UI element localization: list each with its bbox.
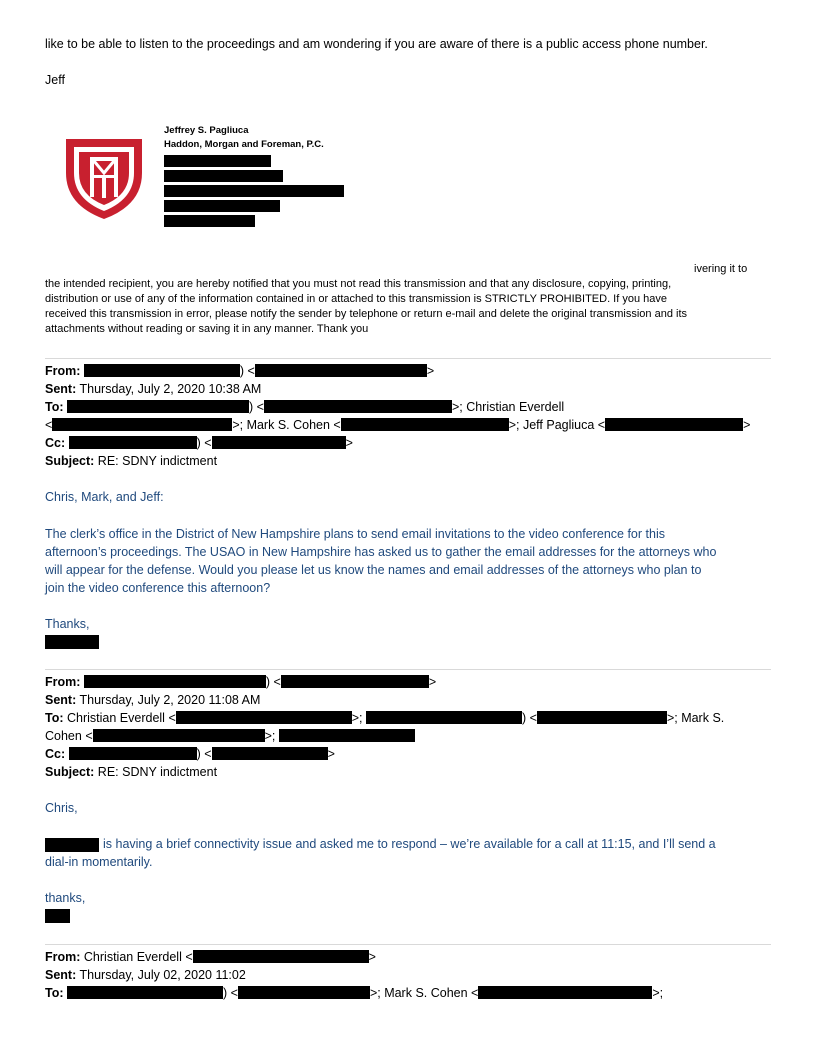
body-text-line: The clerk’s office in the District of New Hampshire plans to send email invitations to the video conference for this xyxy=(45,527,665,541)
to-line: To: Christian Everdell < >; ) < >; Mark S. xyxy=(45,711,725,725)
redaction xyxy=(45,909,70,923)
greeting: Chris, xyxy=(45,801,78,815)
cc-line: Cc: ) < > xyxy=(45,747,335,761)
redaction xyxy=(45,635,99,649)
to-line: To: ) < >; Mark S. Cohen < >; xyxy=(45,986,664,1000)
from-line: From: ) < > xyxy=(45,364,435,378)
body-text-line: dial-in momentarily. xyxy=(45,855,153,869)
redaction xyxy=(164,215,255,227)
signature-firm: Haddon, Morgan and Foreman, P.C. xyxy=(164,139,324,150)
divider xyxy=(45,944,771,945)
from-line: From: Christian Everdell < > xyxy=(45,950,376,964)
disclaimer-fragment: ivering it to xyxy=(694,263,748,275)
disclaimer-line: attachments without reading or saving it in any manner. Thank you xyxy=(45,323,369,335)
subject-line: Subject: RE: SDNY indictment xyxy=(45,454,218,468)
from-line: From: ) < > xyxy=(45,675,437,689)
disclaimer-line: received this transmission in error, please notify the sender by telephone or return e-mail and delete the original transmission and its xyxy=(45,308,688,320)
sent-line: Sent: Thursday, July 02, 2020 11:02 xyxy=(45,968,246,982)
signoff: Jeff xyxy=(45,73,65,87)
redaction xyxy=(164,185,344,197)
redaction xyxy=(45,838,99,852)
body-text-line: will appear for the defense. Would you please let us know the names and email addresses of the attorneys who plan to xyxy=(45,563,702,577)
firm-logo xyxy=(60,133,148,223)
redaction xyxy=(164,155,271,167)
divider xyxy=(45,669,771,670)
cc-line: Cc: ) < > xyxy=(45,436,353,450)
greeting: Chris, Mark, and Jeff: xyxy=(45,490,164,504)
to-line-cont: Cohen < >; xyxy=(45,729,415,744)
redaction xyxy=(164,170,283,182)
sent-line: Sent: Thursday, July 2, 2020 11:08 AM xyxy=(45,693,261,707)
to-line: To: ) < >; Christian Everdell xyxy=(45,400,565,414)
body-text-line: join the video conference this afternoon? xyxy=(45,581,271,595)
sent-line: Sent: Thursday, July 2, 2020 10:38 AM xyxy=(45,382,262,396)
disclaimer-line: the intended recipient, you are hereby notified that you must not read this transmission and that any disclosure, copying, printing, xyxy=(45,278,672,290)
closing: thanks, xyxy=(45,891,86,905)
signature-name: Jeffrey S. Pagliuca xyxy=(164,125,249,136)
subject-line: Subject: RE: SDNY indictment xyxy=(45,765,218,779)
divider xyxy=(45,358,771,359)
body-text-line: like to be able to listen to the proceedings and am wondering if you are aware of there is a public access phone number. xyxy=(45,37,708,51)
disclaimer-line: distribution or use of any of the information contained in or attached to this transmission is STRICTLY PROHIBITED. If you have xyxy=(45,293,667,305)
body-text-line: is having a brief connectivity issue and asked me to respond – we’re available for a call at 11:15, and I’ll send a xyxy=(103,837,716,851)
closing: Thanks, xyxy=(45,617,90,631)
to-line-cont: < >; Mark S. Cohen < >; Jeff Pagliuca < > xyxy=(45,418,751,432)
body-text-line: afternoon’s proceedings. The USAO in New Hampshire has asked us to gather the email addresses for the attorneys who xyxy=(45,545,717,559)
redaction xyxy=(164,200,280,212)
